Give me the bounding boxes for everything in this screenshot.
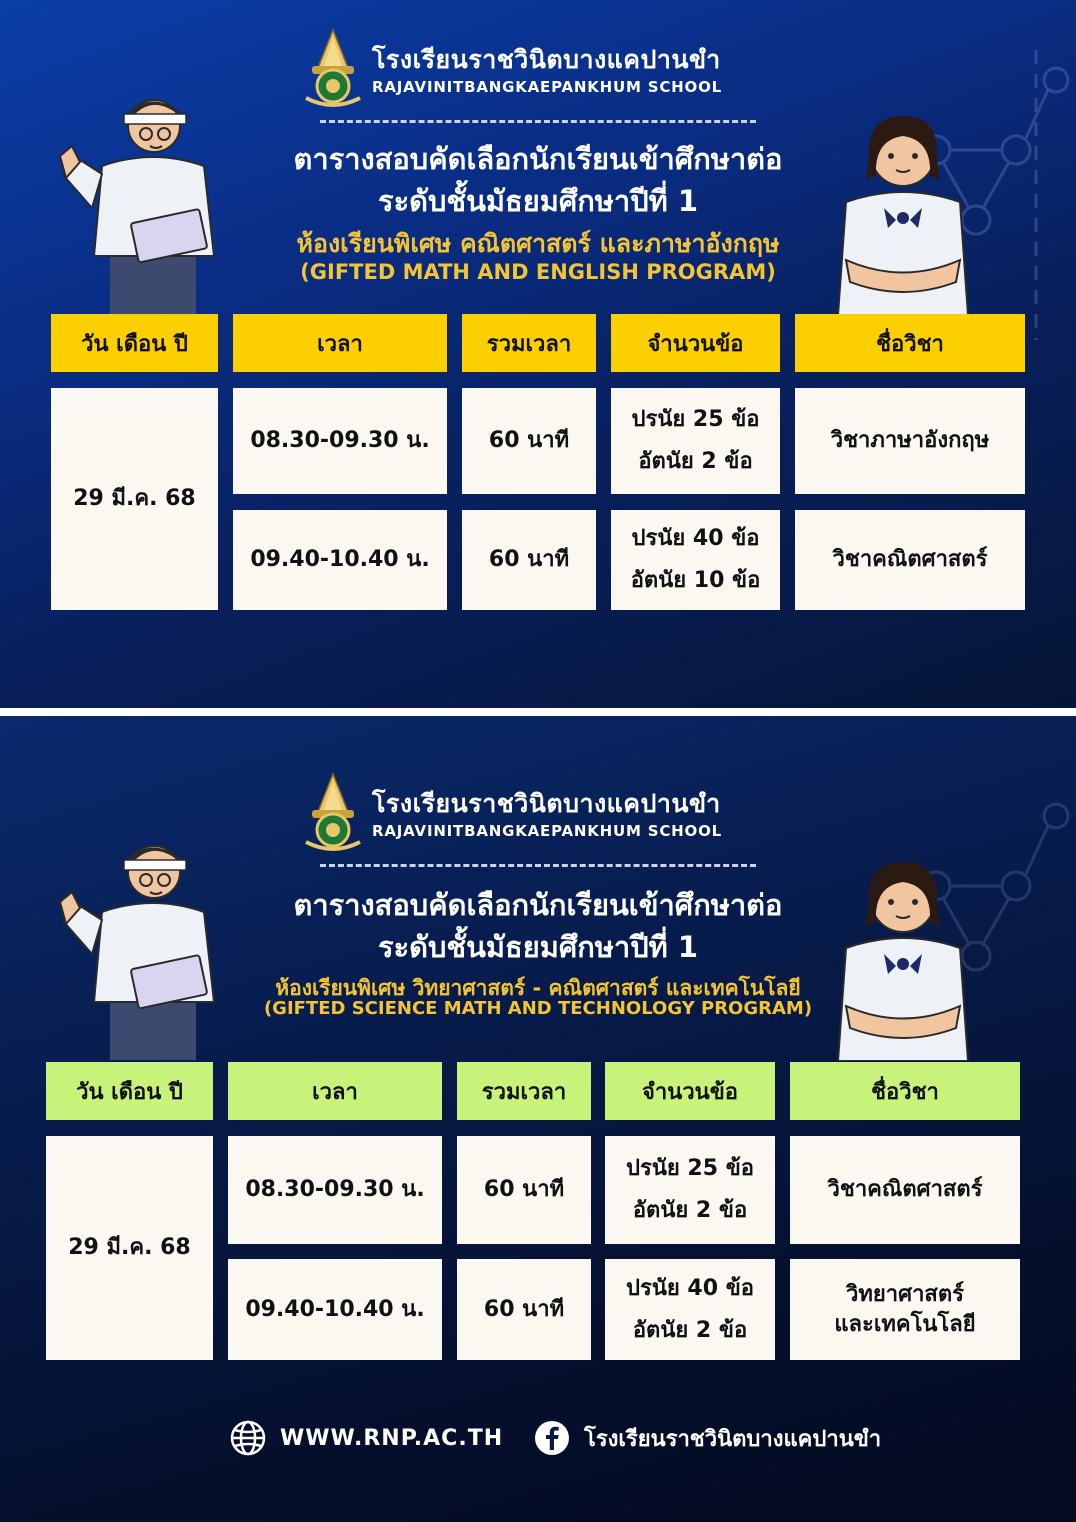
header-items: จำนวนข้อ <box>605 1062 775 1120</box>
schedule-panel-math-english <box>0 0 1076 708</box>
header-subject: ชื่อวิชา <box>790 1062 1020 1120</box>
exam-date: 29 มี.ค. 68 <box>68 1235 191 1260</box>
objective-count: ปรนัย 25 ข้อ <box>631 407 760 432</box>
header-items: จำนวนข้อ <box>611 314 780 372</box>
schedule-grade: ระดับชั้นมัธยมศึกษาปีที่ 1 <box>378 184 698 218</box>
table-row-2-items <box>605 1259 775 1360</box>
globe-icon <box>230 1420 266 1456</box>
exam-duration: 60 นาที <box>483 1296 565 1322</box>
exam-time: 09.40-10.40 น. <box>250 547 430 572</box>
program-name-en: (GIFTED SCIENCE MATH AND TECHNOLOGY PROGRAM) <box>263 998 813 1019</box>
student-boy-illustration <box>58 842 230 1060</box>
exam-time: 08.30-09.30 น. <box>250 428 430 453</box>
header-subject: ชื่อวิชา <box>795 314 1025 372</box>
exam-time: 09.40-10.40 น. <box>245 1296 425 1322</box>
school-logo <box>300 772 366 852</box>
header-duration: รวมเวลา <box>457 1062 591 1120</box>
subjective-count: อัตนัย 2 ข้อ <box>632 1198 748 1223</box>
header-time: เวลา <box>233 314 447 372</box>
facebook-icon <box>534 1420 570 1456</box>
table-row-2-subject <box>790 1259 1020 1360</box>
school-name-en: RAJAVINITBANGKAEPANKHUM SCHOOL <box>372 822 722 840</box>
schedule-panel-science-math-tech <box>0 716 1076 1522</box>
school-header <box>300 772 760 852</box>
table-row-1-duration <box>462 388 596 494</box>
website-link[interactable] <box>230 1420 503 1456</box>
exam-duration: 60 นาที <box>483 1177 565 1202</box>
header-date: วัน เดือน ปี <box>51 314 218 372</box>
facebook-link[interactable] <box>534 1420 881 1456</box>
table-row-1-items <box>605 1136 775 1244</box>
table-row-2-time <box>228 1259 442 1360</box>
header-date: วัน เดือน ปี <box>46 1062 213 1120</box>
schedule-title: ตารางสอบคัดเลือกนักเรียนเข้าศึกษาต่อ <box>293 142 783 176</box>
school-logo <box>300 28 366 108</box>
school-name-th: โรงเรียนราชวินิตบางแคปานขำ <box>372 45 721 74</box>
divider <box>320 120 756 123</box>
subject-name: วิชาคณิตศาสตร์ <box>832 547 988 572</box>
table-row-2-time <box>233 510 447 610</box>
header-duration: รวมเวลา <box>462 314 596 372</box>
header-time: เวลา <box>228 1062 442 1120</box>
schedule-title: ตารางสอบคัดเลือกนักเรียนเข้าศึกษาต่อ <box>293 888 783 922</box>
program-name-th: ห้องเรียนพิเศษ วิทยาศาสตร์ - คณิตศาสตร์ และเทคโนโลยี <box>275 976 801 1000</box>
table-row-1-subject <box>795 388 1025 494</box>
table-row-1-time <box>228 1136 442 1244</box>
program-name-en: (GIFTED MATH AND ENGLISH PROGRAM) <box>300 260 776 284</box>
exam-time: 08.30-09.30 น. <box>245 1177 425 1202</box>
subjective-count: อัตนัย 2 ข้อ <box>638 449 753 474</box>
facebook-page-name: โรงเรียนราชวินิตบางแคปานขำ <box>584 1426 882 1452</box>
schedule-grade: ระดับชั้นมัธยมศึกษาปีที่ 1 <box>378 930 698 964</box>
school-header <box>300 28 760 108</box>
school-name-th: โรงเรียนราชวินิตบางแคปานขำ <box>372 789 721 818</box>
student-girl-illustration <box>836 856 970 1061</box>
table-row-2-duration <box>462 510 596 610</box>
table-row-1-items <box>611 388 780 494</box>
subject-name: วิชาภาษาอังกฤษ <box>830 428 990 453</box>
website-url: WWW.RNP.AC.TH <box>280 1425 504 1451</box>
subject-name: วิชาคณิตศาสตร์ <box>827 1177 983 1202</box>
exam-date-cell <box>51 388 218 610</box>
student-boy-illustration <box>58 96 230 314</box>
objective-count: ปรนัย 25 ข้อ <box>626 1156 754 1181</box>
subjective-count: อัตนัย 10 ข้อ <box>630 568 761 593</box>
table-row-2-duration <box>457 1259 591 1360</box>
subjective-count: อัตนัย 2 ข้อ <box>632 1317 748 1343</box>
subject-name: วิทยาศาสตร์ <box>846 1281 964 1307</box>
subject-name-line2: และเทคโนโลยี <box>834 1311 976 1337</box>
objective-count: ปรนัย 40 ข้อ <box>626 1275 754 1301</box>
program-name-th: ห้องเรียนพิเศษ คณิตศาสตร์ และภาษาอังกฤษ <box>296 229 780 258</box>
divider <box>320 864 756 867</box>
table-row-1-time <box>233 388 447 494</box>
exam-duration: 60 นาที <box>488 428 570 453</box>
school-name-en: RAJAVINITBANGKAEPANKHUM SCHOOL <box>372 78 722 96</box>
table-row-2-items <box>611 510 780 610</box>
table-row-1-subject <box>790 1136 1020 1244</box>
objective-count: ปรนัย 40 ข้อ <box>631 526 760 551</box>
exam-duration: 60 นาที <box>488 547 570 572</box>
exam-date-cell <box>46 1136 213 1360</box>
student-girl-illustration <box>836 110 970 315</box>
table-row-2-subject <box>795 510 1025 610</box>
exam-date: 29 มี.ค. 68 <box>73 486 196 511</box>
table-row-1-duration <box>457 1136 591 1244</box>
